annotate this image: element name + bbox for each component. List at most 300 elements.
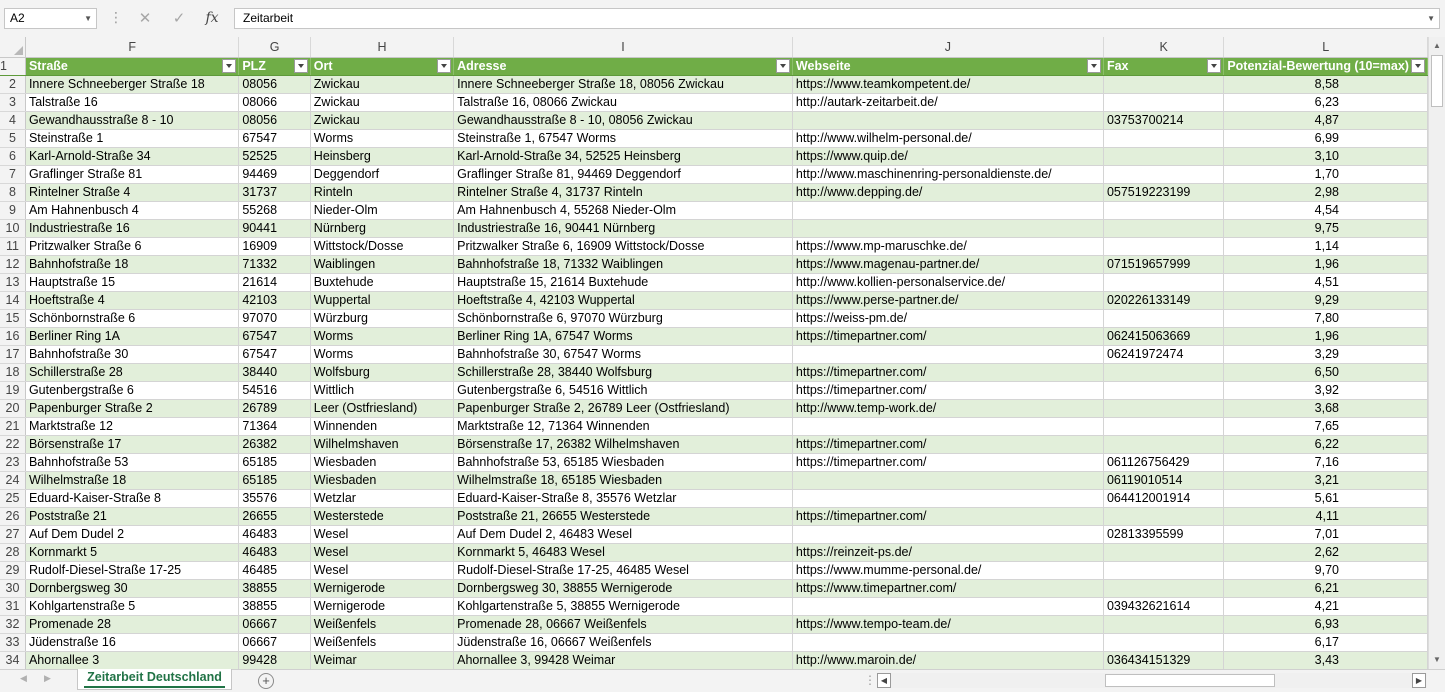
cell-fax[interactable] [1103, 436, 1223, 454]
cell-fax[interactable] [1103, 310, 1223, 328]
cell-webseite[interactable]: https://weiss-pm.de/ [792, 310, 1103, 328]
cell-plz[interactable]: 46483 [239, 544, 310, 562]
cell-fax[interactable]: 03753700214 [1103, 112, 1223, 130]
cell-fax[interactable] [1103, 202, 1223, 220]
row-header[interactable]: 31 [0, 598, 25, 616]
cell-plz[interactable]: 65185 [239, 454, 310, 472]
cell-ort[interactable]: Wittlich [310, 382, 453, 400]
cell-plz[interactable]: 35576 [239, 490, 310, 508]
cell-potenzial[interactable]: 8,58 [1224, 76, 1428, 94]
cell-ort[interactable]: Weißenfels [310, 616, 453, 634]
cell-strasse[interactable]: Bahnhofstraße 30 [25, 346, 238, 364]
cell-adresse[interactable]: Auf Dem Dudel 2, 46483 Wesel [454, 526, 793, 544]
cell-strasse[interactable]: Börsenstraße 17 [25, 436, 238, 454]
cell-adresse[interactable]: Hoeftstraße 4, 42103 Wuppertal [454, 292, 793, 310]
row-header[interactable]: 19 [0, 382, 25, 400]
column-header-h[interactable]: H [310, 37, 453, 58]
scroll-down-icon[interactable]: ▼ [1433, 655, 1441, 664]
cell-webseite[interactable] [792, 598, 1103, 616]
row-header[interactable]: 1 [0, 58, 25, 76]
cell-potenzial[interactable]: 1,96 [1224, 328, 1428, 346]
cell-potenzial[interactable]: 3,43 [1224, 652, 1428, 670]
vertical-scrollbar[interactable] [1428, 37, 1445, 669]
cell-ort[interactable]: Wiesbaden [310, 454, 453, 472]
cell-adresse[interactable]: Rudolf-Diesel-Straße 17-25, 46485 Wesel [454, 562, 793, 580]
header-cell-ort[interactable] [310, 58, 453, 76]
cell-adresse[interactable]: Berliner Ring 1A, 67547 Worms [454, 328, 793, 346]
cell-plz[interactable]: 67547 [239, 346, 310, 364]
cell-ort[interactable]: Wiesbaden [310, 472, 453, 490]
cell-strasse[interactable]: Bahnhofstraße 53 [25, 454, 238, 472]
cell-strasse[interactable]: Kohlgartenstraße 5 [25, 598, 238, 616]
cell-strasse[interactable]: Talstraße 16 [25, 94, 238, 112]
cell-adresse[interactable]: Hauptstraße 15, 21614 Buxtehude [454, 274, 793, 292]
cell-adresse[interactable]: Bahnhofstraße 53, 65185 Wiesbaden [454, 454, 793, 472]
cell-strasse[interactable]: Industriestraße 16 [25, 220, 238, 238]
row-header[interactable]: 27 [0, 526, 25, 544]
cell-potenzial[interactable]: 4,11 [1224, 508, 1428, 526]
cell-fax[interactable]: 061126756429 [1103, 454, 1223, 472]
cell-plz[interactable]: 54516 [239, 382, 310, 400]
filter-dropdown-icon[interactable] [1411, 59, 1425, 73]
tab-scroll-right-icon[interactable]: ▶ [44, 673, 51, 683]
name-box[interactable] [4, 8, 97, 29]
header-cell-webseite[interactable] [792, 58, 1103, 76]
cell-plz[interactable]: 38855 [239, 598, 310, 616]
cell-fax[interactable] [1103, 94, 1223, 112]
chevron-down-icon[interactable]: ▼ [84, 14, 92, 23]
cell-potenzial[interactable]: 6,22 [1224, 436, 1428, 454]
filter-dropdown-icon[interactable] [222, 59, 236, 73]
row-header[interactable]: 15 [0, 310, 25, 328]
row-header[interactable]: 29 [0, 562, 25, 580]
cell-strasse[interactable]: Schillerstraße 28 [25, 364, 238, 382]
row-header[interactable]: 5 [0, 130, 25, 148]
cell-plz[interactable]: 38855 [239, 580, 310, 598]
cell-webseite[interactable] [792, 526, 1103, 544]
cell-ort[interactable]: Waiblingen [310, 256, 453, 274]
cell-ort[interactable]: Weimar [310, 652, 453, 670]
cell-strasse[interactable]: Rintelner Straße 4 [25, 184, 238, 202]
cell-webseite[interactable]: https://www.magenau-partner.de/ [792, 256, 1103, 274]
cell-strasse[interactable]: Dornbergsweg 30 [25, 580, 238, 598]
cell-strasse[interactable]: Poststraße 21 [25, 508, 238, 526]
cell-webseite[interactable] [792, 472, 1103, 490]
cell-adresse[interactable]: Schillerstraße 28, 38440 Wolfsburg [454, 364, 793, 382]
cell-strasse[interactable]: Schönbornstraße 6 [25, 310, 238, 328]
cell-potenzial[interactable]: 6,21 [1224, 580, 1428, 598]
row-header[interactable]: 25 [0, 490, 25, 508]
cell-potenzial[interactable]: 6,93 [1224, 616, 1428, 634]
cell-plz[interactable]: 71364 [239, 418, 310, 436]
cell-ort[interactable]: Wolfsburg [310, 364, 453, 382]
row-header[interactable]: 8 [0, 184, 25, 202]
row-header[interactable]: 34 [0, 652, 25, 670]
cell-potenzial[interactable]: 9,29 [1224, 292, 1428, 310]
cell-webseite[interactable]: http://www.temp-work.de/ [792, 400, 1103, 418]
cell-ort[interactable]: Wesel [310, 526, 453, 544]
cell-adresse[interactable]: Ahornallee 3, 99428 Weimar [454, 652, 793, 670]
cell-strasse[interactable]: Wilhelmstraße 18 [25, 472, 238, 490]
cell-plz[interactable]: 65185 [239, 472, 310, 490]
cell-potenzial[interactable]: 3,21 [1224, 472, 1428, 490]
cell-strasse[interactable]: Kornmarkt 5 [25, 544, 238, 562]
filter-dropdown-icon[interactable] [1087, 59, 1101, 73]
cell-potenzial[interactable]: 1,70 [1224, 166, 1428, 184]
formula-input[interactable] [234, 8, 1440, 29]
header-cell-fax[interactable] [1103, 58, 1223, 76]
cell-adresse[interactable]: Innere Schneeberger Straße 18, 08056 Zwickau [454, 76, 793, 94]
cell-webseite[interactable]: https://timepartner.com/ [792, 454, 1103, 472]
cell-adresse[interactable]: Graflinger Straße 81, 94469 Deggendorf [454, 166, 793, 184]
cell-potenzial[interactable]: 9,75 [1224, 220, 1428, 238]
cell-potenzial[interactable]: 3,92 [1224, 382, 1428, 400]
cell-adresse[interactable]: Papenburger Straße 2, 26789 Leer (Ostfriesland) [454, 400, 793, 418]
cell-webseite[interactable]: https://www.perse-partner.de/ [792, 292, 1103, 310]
cell-adresse[interactable]: Pritzwalker Straße 6, 16909 Wittstock/Dosse [454, 238, 793, 256]
cell-fax[interactable] [1103, 580, 1223, 598]
cell-webseite[interactable]: http://www.wilhelm-personal.de/ [792, 130, 1103, 148]
row-header[interactable]: 24 [0, 472, 25, 490]
cell-ort[interactable]: Weißenfels [310, 634, 453, 652]
row-header[interactable]: 18 [0, 364, 25, 382]
cell-strasse[interactable]: Bahnhofstraße 18 [25, 256, 238, 274]
cell-potenzial[interactable]: 4,87 [1224, 112, 1428, 130]
cell-ort[interactable]: Wittstock/Dosse [310, 238, 453, 256]
cell-strasse[interactable]: Hoeftstraße 4 [25, 292, 238, 310]
cell-fax[interactable] [1103, 562, 1223, 580]
cell-ort[interactable]: Nieder-Olm [310, 202, 453, 220]
cell-ort[interactable]: Zwickau [310, 112, 453, 130]
cell-adresse[interactable]: Promenade 28, 06667 Weißenfels [454, 616, 793, 634]
cell-fax[interactable] [1103, 382, 1223, 400]
cell-adresse[interactable]: Bahnhofstraße 30, 67547 Worms [454, 346, 793, 364]
row-header[interactable]: 16 [0, 328, 25, 346]
cell-adresse[interactable]: Rintelner Straße 4, 31737 Rinteln [454, 184, 793, 202]
cell-potenzial[interactable]: 2,98 [1224, 184, 1428, 202]
cell-webseite[interactable]: https://timepartner.com/ [792, 328, 1103, 346]
cell-plz[interactable]: 55268 [239, 202, 310, 220]
cell-fax[interactable] [1103, 148, 1223, 166]
cell-fax[interactable]: 064412001914 [1103, 490, 1223, 508]
cell-potenzial[interactable]: 6,23 [1224, 94, 1428, 112]
row-header[interactable]: 26 [0, 508, 25, 526]
cell-webseite[interactable]: https://www.mp-maruschke.de/ [792, 238, 1103, 256]
cell-strasse[interactable]: Ahornallee 3 [25, 652, 238, 670]
add-sheet-icon[interactable]: + [258, 673, 274, 689]
cell-plz[interactable]: 26382 [239, 436, 310, 454]
row-header[interactable]: 12 [0, 256, 25, 274]
cell-plz[interactable]: 99428 [239, 652, 310, 670]
cell-ort[interactable]: Wesel [310, 562, 453, 580]
filter-dropdown-icon[interactable] [1207, 59, 1221, 73]
cell-plz[interactable]: 16909 [239, 238, 310, 256]
cell-ort[interactable]: Worms [310, 346, 453, 364]
cell-adresse[interactable]: Poststraße 21, 26655 Westerstede [454, 508, 793, 526]
row-header[interactable]: 3 [0, 94, 25, 112]
cell-plz[interactable]: 71332 [239, 256, 310, 274]
tab-zeitarbeit-deutschland[interactable]: Zeitarbeit Deutschland [77, 669, 232, 690]
cell-strasse[interactable]: Am Hahnenbusch 4 [25, 202, 238, 220]
column-header-g[interactable]: G [239, 37, 310, 58]
cell-potenzial[interactable]: 3,68 [1224, 400, 1428, 418]
cell-potenzial[interactable]: 1,14 [1224, 238, 1428, 256]
cell-plz[interactable]: 06667 [239, 634, 310, 652]
cell-webseite[interactable] [792, 202, 1103, 220]
cell-webseite[interactable]: https://timepartner.com/ [792, 382, 1103, 400]
cell-strasse[interactable]: Pritzwalker Straße 6 [25, 238, 238, 256]
cell-potenzial[interactable]: 6,50 [1224, 364, 1428, 382]
cell-fax[interactable] [1103, 220, 1223, 238]
cell-adresse[interactable]: Gutenbergstraße 6, 54516 Wittlich [454, 382, 793, 400]
cell-fax[interactable]: 020226133149 [1103, 292, 1223, 310]
cell-potenzial[interactable]: 4,51 [1224, 274, 1428, 292]
cell-webseite[interactable]: https://www.teamkompetent.de/ [792, 76, 1103, 94]
cell-ort[interactable]: Rinteln [310, 184, 453, 202]
cell-webseite[interactable]: http://www.kollien-personalservice.de/ [792, 274, 1103, 292]
cell-ort[interactable]: Wilhelmshaven [310, 436, 453, 454]
row-header[interactable]: 9 [0, 202, 25, 220]
column-header-f[interactable]: F [25, 37, 238, 58]
cell-fax[interactable]: 036434151329 [1103, 652, 1223, 670]
scroll-right-icon[interactable]: ▶ [1412, 673, 1426, 688]
row-header[interactable]: 4 [0, 112, 25, 130]
cell-ort[interactable]: Wesel [310, 544, 453, 562]
row-header[interactable]: 7 [0, 166, 25, 184]
cell-fax[interactable] [1103, 76, 1223, 94]
cell-potenzial[interactable]: 7,01 [1224, 526, 1428, 544]
row-header[interactable]: 33 [0, 634, 25, 652]
cell-adresse[interactable]: Talstraße 16, 08066 Zwickau [454, 94, 793, 112]
cell-potenzial[interactable]: 3,29 [1224, 346, 1428, 364]
horizontal-dots-icon[interactable]: ⋮ [864, 673, 876, 687]
cell-adresse[interactable]: Industriestraße 16, 90441 Nürnberg [454, 220, 793, 238]
cell-potenzial[interactable]: 3,10 [1224, 148, 1428, 166]
cell-ort[interactable]: Würzburg [310, 310, 453, 328]
cell-strasse[interactable]: Gewandhausstraße 8 - 10 [25, 112, 238, 130]
cell-fax[interactable] [1103, 274, 1223, 292]
cell-ort[interactable]: Zwickau [310, 76, 453, 94]
cell-fax[interactable] [1103, 508, 1223, 526]
cell-ort[interactable]: Westerstede [310, 508, 453, 526]
row-header[interactable]: 14 [0, 292, 25, 310]
cell-adresse[interactable]: Kornmarkt 5, 46483 Wesel [454, 544, 793, 562]
cell-adresse[interactable]: Eduard-Kaiser-Straße 8, 35576 Wetzlar [454, 490, 793, 508]
cell-strasse[interactable]: Promenade 28 [25, 616, 238, 634]
row-header[interactable]: 30 [0, 580, 25, 598]
cell-fax[interactable]: 06241972474 [1103, 346, 1223, 364]
cell-plz[interactable]: 26655 [239, 508, 310, 526]
cancel-icon[interactable]: ✕ [138, 10, 152, 27]
row-header[interactable]: 10 [0, 220, 25, 238]
cell-fax[interactable] [1103, 166, 1223, 184]
row-header[interactable]: 11 [0, 238, 25, 256]
cell-ort[interactable]: Wetzlar [310, 490, 453, 508]
cell-adresse[interactable]: Gewandhausstraße 8 - 10, 08056 Zwickau [454, 112, 793, 130]
cell-ort[interactable]: Nürnberg [310, 220, 453, 238]
cell-ort[interactable]: Leer (Ostfriesland) [310, 400, 453, 418]
cell-adresse[interactable]: Schönbornstraße 6, 97070 Würzburg [454, 310, 793, 328]
cell-ort[interactable]: Wernigerode [310, 580, 453, 598]
cell-plz[interactable]: 06667 [239, 616, 310, 634]
cell-strasse[interactable]: Jüdenstraße 16 [25, 634, 238, 652]
cell-webseite[interactable] [792, 346, 1103, 364]
row-header[interactable]: 22 [0, 436, 25, 454]
cell-webseite[interactable]: https://www.quip.de/ [792, 148, 1103, 166]
row-header[interactable]: 23 [0, 454, 25, 472]
cell-adresse[interactable]: Jüdenstraße 16, 06667 Weißenfels [454, 634, 793, 652]
cell-strasse[interactable]: Hauptstraße 15 [25, 274, 238, 292]
enter-icon[interactable]: ✓ [172, 10, 186, 27]
cell-plz[interactable]: 94469 [239, 166, 310, 184]
cell-plz[interactable]: 38440 [239, 364, 310, 382]
cell-webseite[interactable]: https://www.tempo-team.de/ [792, 616, 1103, 634]
cell-webseite[interactable]: https://reinzeit-ps.de/ [792, 544, 1103, 562]
cell-potenzial[interactable]: 4,21 [1224, 598, 1428, 616]
cell-webseite[interactable] [792, 220, 1103, 238]
cell-adresse[interactable]: Karl-Arnold-Straße 34, 52525 Heinsberg [454, 148, 793, 166]
cell-ort[interactable]: Winnenden [310, 418, 453, 436]
cell-potenzial[interactable]: 9,70 [1224, 562, 1428, 580]
cell-plz[interactable]: 46483 [239, 526, 310, 544]
cell-webseite[interactable] [792, 490, 1103, 508]
row-header[interactable]: 21 [0, 418, 25, 436]
cell-plz[interactable]: 21614 [239, 274, 310, 292]
cell-webseite[interactable]: https://timepartner.com/ [792, 364, 1103, 382]
cell-fax[interactable]: 039432621614 [1103, 598, 1223, 616]
cell-potenzial[interactable]: 1,96 [1224, 256, 1428, 274]
cell-fax[interactable] [1103, 544, 1223, 562]
column-header-i[interactable]: I [454, 37, 793, 58]
cell-strasse[interactable]: Graflinger Straße 81 [25, 166, 238, 184]
row-header[interactable]: 6 [0, 148, 25, 166]
cell-plz[interactable]: 08056 [239, 76, 310, 94]
row-header[interactable]: 20 [0, 400, 25, 418]
header-cell-adresse[interactable] [454, 58, 793, 76]
row-header[interactable]: 32 [0, 616, 25, 634]
cell-plz[interactable]: 52525 [239, 148, 310, 166]
cell-adresse[interactable]: Kohlgartenstraße 5, 38855 Wernigerode [454, 598, 793, 616]
filter-dropdown-icon[interactable] [437, 59, 451, 73]
cell-ort[interactable]: Buxtehude [310, 274, 453, 292]
cell-fax[interactable] [1103, 418, 1223, 436]
cell-strasse[interactable]: Steinstraße 1 [25, 130, 238, 148]
cell-ort[interactable]: Worms [310, 130, 453, 148]
cell-ort[interactable]: Wernigerode [310, 598, 453, 616]
cell-webseite[interactable]: https://timepartner.com/ [792, 508, 1103, 526]
cell-fax[interactable] [1103, 616, 1223, 634]
row-header[interactable]: 28 [0, 544, 25, 562]
tab-scroll-left-icon[interactable]: ◀ [20, 673, 27, 683]
cell-webseite[interactable]: http://autark-zeitarbeit.de/ [792, 94, 1103, 112]
cell-adresse[interactable]: Börsenstraße 17, 26382 Wilhelmshaven [454, 436, 793, 454]
column-header-k[interactable]: K [1103, 37, 1223, 58]
cell-plz[interactable]: 42103 [239, 292, 310, 310]
cell-fax[interactable] [1103, 400, 1223, 418]
cell-fax[interactable] [1103, 364, 1223, 382]
cell-ort[interactable]: Heinsberg [310, 148, 453, 166]
cell-adresse[interactable]: Steinstraße 1, 67547 Worms [454, 130, 793, 148]
cell-webseite[interactable] [792, 418, 1103, 436]
worksheet-grid[interactable] [0, 37, 1428, 669]
cell-potenzial[interactable]: 7,65 [1224, 418, 1428, 436]
cell-webseite[interactable] [792, 112, 1103, 130]
cell-potenzial[interactable]: 7,16 [1224, 454, 1428, 472]
filter-dropdown-icon[interactable] [294, 59, 308, 73]
vertical-scroll-thumb[interactable] [1431, 55, 1443, 107]
cell-ort[interactable]: Worms [310, 328, 453, 346]
scroll-up-icon[interactable]: ▲ [1433, 41, 1441, 50]
cell-plz[interactable]: 31737 [239, 184, 310, 202]
cell-plz[interactable]: 08066 [239, 94, 310, 112]
cell-webseite[interactable]: https://www.mumme-personal.de/ [792, 562, 1103, 580]
cell-fax[interactable] [1103, 130, 1223, 148]
cell-webseite[interactable]: http://www.depping.de/ [792, 184, 1103, 202]
row-header[interactable]: 17 [0, 346, 25, 364]
cell-plz[interactable]: 26789 [239, 400, 310, 418]
select-all-corner[interactable] [0, 37, 25, 58]
cell-ort[interactable]: Deggendorf [310, 166, 453, 184]
cell-fax[interactable] [1103, 238, 1223, 256]
cell-fax[interactable]: 057519223199 [1103, 184, 1223, 202]
cell-potenzial[interactable]: 2,62 [1224, 544, 1428, 562]
row-header[interactable]: 2 [0, 76, 25, 94]
cell-potenzial[interactable]: 4,54 [1224, 202, 1428, 220]
cell-plz[interactable]: 08056 [239, 112, 310, 130]
cell-fax[interactable]: 06119010514 [1103, 472, 1223, 490]
cell-potenzial[interactable]: 5,61 [1224, 490, 1428, 508]
cell-potenzial[interactable]: 7,80 [1224, 310, 1428, 328]
cell-potenzial[interactable]: 6,99 [1224, 130, 1428, 148]
cell-fax[interactable]: 062415063669 [1103, 328, 1223, 346]
cell-webseite[interactable]: http://www.maschinenring-personaldienste.de/ [792, 166, 1103, 184]
cell-strasse[interactable]: Karl-Arnold-Straße 34 [25, 148, 238, 166]
expand-formula-icon[interactable]: ▼ [1427, 14, 1435, 23]
cell-plz[interactable]: 67547 [239, 130, 310, 148]
cell-fax[interactable] [1103, 634, 1223, 652]
cell-webseite[interactable] [792, 634, 1103, 652]
cell-webseite[interactable]: https://www.timepartner.com/ [792, 580, 1103, 598]
cell-strasse[interactable]: Eduard-Kaiser-Straße 8 [25, 490, 238, 508]
cell-potenzial[interactable]: 6,17 [1224, 634, 1428, 652]
cell-strasse[interactable]: Auf Dem Dudel 2 [25, 526, 238, 544]
cell-strasse[interactable]: Rudolf-Diesel-Straße 17-25 [25, 562, 238, 580]
cell-ort[interactable]: Zwickau [310, 94, 453, 112]
cell-webseite[interactable]: http://www.maroin.de/ [792, 652, 1103, 670]
cell-plz[interactable]: 97070 [239, 310, 310, 328]
cell-plz[interactable]: 46485 [239, 562, 310, 580]
cell-adresse[interactable]: Am Hahnenbusch 4, 55268 Nieder-Olm [454, 202, 793, 220]
cell-strasse[interactable]: Berliner Ring 1A [25, 328, 238, 346]
cell-adresse[interactable]: Dornbergsweg 30, 38855 Wernigerode [454, 580, 793, 598]
cell-strasse[interactable]: Marktstraße 12 [25, 418, 238, 436]
cell-strasse[interactable]: Papenburger Straße 2 [25, 400, 238, 418]
insert-function-icon[interactable]: fx [205, 10, 219, 26]
cell-strasse[interactable]: Innere Schneeberger Straße 18 [25, 76, 238, 94]
horizontal-scrollbar[interactable] [877, 673, 1427, 688]
cell-fax[interactable]: 02813395599 [1103, 526, 1223, 544]
cell-plz[interactable]: 67547 [239, 328, 310, 346]
filter-dropdown-icon[interactable] [776, 59, 790, 73]
header-cell-potenzial[interactable] [1224, 58, 1428, 76]
cell-adresse[interactable]: Marktstraße 12, 71364 Winnenden [454, 418, 793, 436]
column-header-l[interactable]: L [1224, 37, 1428, 58]
cell-adresse[interactable]: Bahnhofstraße 18, 71332 Waiblingen [454, 256, 793, 274]
cell-ort[interactable]: Wuppertal [310, 292, 453, 310]
scroll-left-icon[interactable]: ◀ [877, 673, 891, 688]
cell-plz[interactable]: 90441 [239, 220, 310, 238]
cell-fax[interactable]: 071519657999 [1103, 256, 1223, 274]
